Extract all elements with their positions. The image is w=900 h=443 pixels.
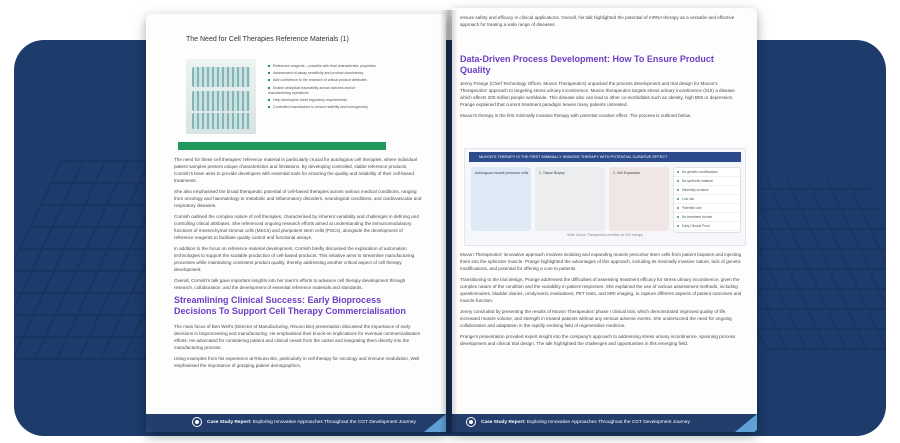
left-body-text xyxy=(174,156,422,373)
bullet-icon xyxy=(268,72,270,74)
paragraph: The main focus of Ben Weil's (Director of Manufacturing, Rinuno Bio) presentation discussed the importance of early decisions in bioprocessing and manufacturing. He emphasised their knock-on implications for eventual commercialisation efforts. He advocated for considering patient and clinical needs from the outset and integrating them directly into the manufacturing process. xyxy=(174,324,421,350)
figure-caption: Slide: Muvon Therapeutics workflow for SUI therapy xyxy=(567,233,643,237)
green-divider-bar xyxy=(178,142,386,150)
figure-benefits-list xyxy=(673,167,741,233)
benefit-item: No genetic modifications xyxy=(674,168,740,177)
benefit-item: Minimally invasive xyxy=(674,186,740,195)
list-item: Assessment of assay sensitivity and product consistency xyxy=(268,71,378,76)
bullet-icon xyxy=(268,99,270,101)
footer-label: Case Study Report: xyxy=(207,420,252,425)
list-item: Reference reagents – possible with final characteristic properties xyxy=(268,64,378,69)
benefit-item: Early Clinical Proof xyxy=(674,222,740,231)
paragraph: Jenny concluded by presenting the results of Muvon Therapeutics' phase I clinical trial, which demonstrated improved quality of life, increased muscle volume, and strength in treated patients without any serious adverse events. She underscored the need for ongoing collaboration and adaptation in the rapidly evolving field of regenerative medicine. xyxy=(460,309,732,328)
page-footer xyxy=(146,414,446,432)
paragraph: Jenny Prange (Chief Technology Officer, Muvon Therapeutics) unpacked the process development and trial design for Muvon's Therapeutics' approach to targeting stress urinary incontinence. Muvon therapeutics targets stress urinary incontinence (SUI) a disease which affects 200 million people worldwide. This disease also can lead to other co-morbidities such as obesity, high BMI or depression. Prange explained that current treatment paradigm leaves many patients untreated. xyxy=(460,81,735,107)
process-figure xyxy=(464,148,746,246)
paragraph: Cornish outlined the complex nature of cell therapies, characterised by inherent variability and challenges in defining and controlling critical attributes. She referenced ongoing research efforts aimed at understanding the immunomodulatory functions of mesenchymal stromal cells (MSCs) and pluripotent stem cells (PSCs), alongside the development of reference reagents to facilitate quality control and functional assays. xyxy=(174,214,419,240)
cell-culture-image-row xyxy=(192,67,250,87)
left-page xyxy=(146,14,446,432)
right-page xyxy=(452,8,757,432)
footer-accent xyxy=(735,414,757,432)
bullet-icon xyxy=(268,79,270,81)
book-spine-shadow xyxy=(440,10,458,434)
paragraph: Using examples from his experience at Rinuno Bio, particularly in cell therapy for oncology and immune modulation, Weil emphasised the importance of grasping patient demographics, xyxy=(174,356,420,368)
reference-image xyxy=(186,59,256,134)
section-heading: Data-Driven Process Development: How To Ensure Product Quality xyxy=(460,54,714,75)
paragraph: Muvon Therapeutics' innovative approach involves isolating and expanding muscle precursor stem cells from patient biopsies and injecting them into the sphincter muscle. Prange highlighted the advantages of this approach, including its minimally invasive nature, lack of genetic modifications, and potential for offering a cure to patients. xyxy=(460,252,742,271)
panel-label: 1. Tissue Biopsy xyxy=(539,171,565,175)
logo-icon xyxy=(192,417,202,427)
figure-panel-cells xyxy=(471,167,531,231)
right-body-text xyxy=(460,251,746,351)
reference-materials-title: The Need for Cell Therapies Reference Materials (1) xyxy=(186,36,349,43)
list-item: Add confidence to the research of critical product attributes xyxy=(268,78,378,83)
figure-panel-biopsy xyxy=(535,167,605,231)
logo-icon xyxy=(466,417,476,427)
paragraph: Prange's presentation provided expert insight into the company's approach to addressing stress urinary incontinence, spanning process development and clinical trial design. The talk highlighted the challenges and opportunities in this emerging field. xyxy=(460,334,736,346)
panel-label: Autologous muscle precursor cells xyxy=(475,171,529,175)
footer-text: Exploring Innovative Approaches Throughout the CGT Development Journey xyxy=(525,420,690,425)
reference-list xyxy=(268,64,378,112)
paragraph: Transitioning to the trial design, Prange addressed the difficulties of assessing treatment efficacy for stress urinary incontinence, given the complex nature of the condition and the variability in patient responses. She explained the use of various assessment methods, including questionnaires, bladder diaries, urodynamic evaluations, PET tests, and MRI imaging, to capture different aspects of patient outcomes and muscle function. xyxy=(460,277,742,303)
panel-label: 2. Cell Expansion xyxy=(613,171,641,175)
bullet-icon xyxy=(268,106,270,108)
bullet-icon xyxy=(268,87,270,89)
paragraph: Overall, Cornish's talk gave important insights into her team's efforts to advance cell therapy development through research, collaboration, and the development of essential reference materials and standards. xyxy=(174,278,406,290)
list-item: Enable analytical traceability across batches and lot manufacturing operations xyxy=(268,85,356,95)
cell-culture-image-row xyxy=(192,113,250,129)
figure-panel-expansion xyxy=(609,167,669,231)
figure-banner: MUVON'S THERAPY IS THE FIRST MINIMALLY INVASIVE THERAPY WITH POTENTIAL CURATIVE EFFECT xyxy=(469,152,741,162)
benefit-item: No synthetic material xyxy=(674,177,740,186)
bullet-icon xyxy=(268,65,270,67)
footer-label: Case Study Report: xyxy=(481,420,526,425)
paragraph: She also emphasised the broad therapeutic potential of cell-based therapies across various medical conditions, ranging from oncology and haematology to metabolic and inflammatory disorders, neurological conditions, and cardiovascular and respiratory diseases. xyxy=(174,189,422,208)
paragraph: In addition to the focus on reference material development, Cornish briefly discussed the exploration of automation technologies to support the scalable production of cell-based products. This initiative aims to streamline manufacturing processes while maintaining consistent product quality, thereby addressing another critical aspect of cell therapy development. xyxy=(174,246,415,272)
right-top-text: ensure safety and efficacy in clinical applications. Overall, his talk highlighted the potential of mRNA therapy as a versatile and effective approach for treating a wide range of diseases. xyxy=(460,15,735,27)
benefit-item: No treatment burden xyxy=(674,213,740,222)
cell-culture-image-row xyxy=(192,91,250,111)
paragraph: Muvon's therapy is the first minimally invasive therapy with potential curative effect. The process is outlined below. xyxy=(460,113,692,118)
section-heading: Streamlining Clinical Success: Early Bioprocess Decisions To Support Cell Therapy Commercialisation xyxy=(174,295,406,316)
paragraph: The need for these cell therapies' reference material is particularly crucial for autologous cell therapies, where individual patient samples present unique characteristics and limitations. By developing controlled, stable reference products, Cornish's team aims to provide developers with essential tools for ensuring the quality and reliability of their cell-based treatments. xyxy=(174,157,417,183)
benefit-item: Patented use xyxy=(674,204,740,213)
right-heading-block xyxy=(460,50,740,82)
list-item: Help developers meet regulatory requirements xyxy=(268,98,378,103)
footer-text: Exploring Innovative Approaches Throughout the CGT Development Journey xyxy=(251,420,416,425)
right-intro-text xyxy=(460,80,746,123)
page-footer xyxy=(452,414,757,432)
list-item: Controlled manufacture to ensure stability and homogeneity xyxy=(268,105,378,110)
benefit-item: Low risk xyxy=(674,195,740,204)
